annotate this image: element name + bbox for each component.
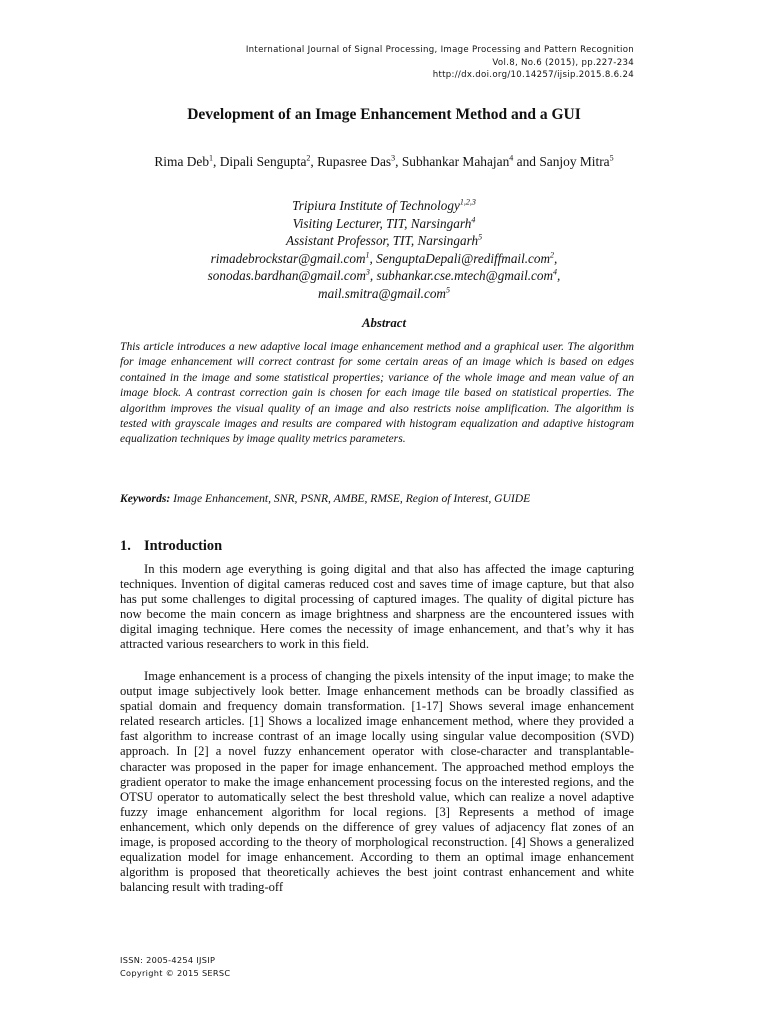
email-line-1: rimadebrockstar@gmail.com$^1$, SenguptaDepali@rediffmail.com$^2$, bbox=[210, 250, 558, 266]
paper-title: Development of an Image Enhancement Method and a GUI bbox=[187, 106, 581, 123]
author-list: Rima Deb$^1$, Dipali Sengupta$^2$, Rupasree Das$^3$, Subhankar Mahajan$^4$ and Sanjoy Mitra$^5$ bbox=[154, 153, 614, 169]
journal-volume: Vol.8, No.6 (2015), pp.227-234 bbox=[492, 57, 634, 68]
author: Subhankar Mahajan$^4$ bbox=[401, 153, 514, 169]
journal-name: International Journal of Signal Processing, Image Processing and Pattern Recognition bbox=[245, 45, 634, 55]
keywords bbox=[120, 491, 634, 506]
footer-issn: ISSN: 2005-4254 IJSIP bbox=[120, 955, 216, 965]
author: Rupasree Das$^3$ bbox=[317, 153, 396, 169]
author: Rima Deb$^1$ bbox=[154, 153, 214, 169]
email-line-3: mail.smitra@gmail.com$^5$ bbox=[318, 285, 450, 301]
email: sonodas.bardhan@gmail.com bbox=[207, 268, 366, 283]
keywords-label: Keywords: bbox=[120, 492, 171, 505]
section-title: Introduction bbox=[144, 538, 223, 554]
affiliation-professor: Assistant Professor, TIT, Narsingarh$^5$ bbox=[285, 232, 483, 248]
affiliation-institute: Tripiura Institute of Technology$^{1,2,3}$ bbox=[292, 197, 476, 213]
body-paragraph-2: Image enhancement is a process of changing the pixels intensity of the input image; to make the output image subjectively look better. Image enhancement methods can be broadly classified as spatial domain and frequency domain transformation. [1-17] Shows several image enhancement related research articles. [1] Shows a localized image enhancement method, where they provided a fast algorithm to increase contrast of an image locally using singular value decomposition (SVD) approach. In [2] a novel fuzzy enhancement operator with close-character and transplantable-character was proposed in the paper for image enhancement. The approached method employs the gradient operator to make the image enhancement processing focus on the interested regions, and the OTSU operator to automatically select the best threshold value, which can realize a novel adaptive fuzzy image enhancement algorithm for local regions. [3] Represents a method of image enhancement, which only depends on the difference of grey values of adjacency flat zones of an image, is proposed according to the theory of morphological reconstruction. [4] Shows a generalized equalization model for image enhancement. According to them an optimal image enhancement algorithm is proposed that theoretically achieves the best joint contrast enhancement and white balancing result with trading-off bbox=[120, 669, 634, 895]
abstract-text: This article introduces a new adaptive local image enhancement method and a graphical user. The algorithm for image enhancement will correct contrast for some certain areas of an image which is based on edges contained in the image and some statistical properties; variance of the whole image and mean value of an image block. A contrast correction gain is chosen for each image tile based on statistical properties. The algorithm improves the visual quality of an image and also restricts noise amplification. The algorithm is tested with grayscale images and results are compared with histogram equalization and adaptive histogram equalization techniques by image quality metrics parameters. bbox=[120, 340, 634, 446]
body-paragraph-1: In this modern age everything is going digital and that also has affected the image capturing techniques. Invention of digital cameras reduced cost and saves time of image capture, but that also has put some challenges to digital processing of captured images. The quality of digital picture has now become the main concern as image brightness and sharpness are the encountered issues with digital imaging technique. Here comes the necessity of image enhancement, and that’s why it has attracted various researchers to work in this field. bbox=[120, 562, 634, 652]
author: Sanjoy Mitra$^5$ bbox=[539, 153, 614, 169]
section-heading-introduction bbox=[120, 538, 222, 555]
email: mail.smitra@gmail.com bbox=[318, 285, 446, 301]
page-footer bbox=[120, 954, 230, 979]
section-number: 1. bbox=[120, 538, 131, 554]
journal-header bbox=[246, 44, 634, 82]
journal-doi: http://dx.doi.org/10.14257/ijsip.2015.8.6.24 bbox=[432, 70, 634, 80]
abstract-heading: Abstract bbox=[361, 316, 407, 330]
author: Dipali Sengupta$^2$ bbox=[219, 153, 311, 169]
email-line-2: sonodas.bardhan@gmail.com$^3$, subhankar.cse.mtech@gmail.com$^4$, bbox=[207, 267, 561, 283]
email: subhankar.cse.mtech@gmail.com bbox=[376, 268, 554, 283]
footer-copyright: Copyright © 2015 SERSC bbox=[120, 967, 231, 978]
email: rimadebrockstar@gmail.com bbox=[210, 250, 366, 266]
affiliation-lecturer: Visiting Lecturer, TIT, Narsingarh$^4$ bbox=[292, 215, 476, 231]
keywords-text: Image Enhancement, SNR, PSNR, AMBE, RMSE, Region of Interest, GUIDE bbox=[173, 492, 531, 505]
affiliations bbox=[130, 197, 638, 302]
email: SenguptaDepali@rediffmail.com bbox=[376, 250, 551, 266]
